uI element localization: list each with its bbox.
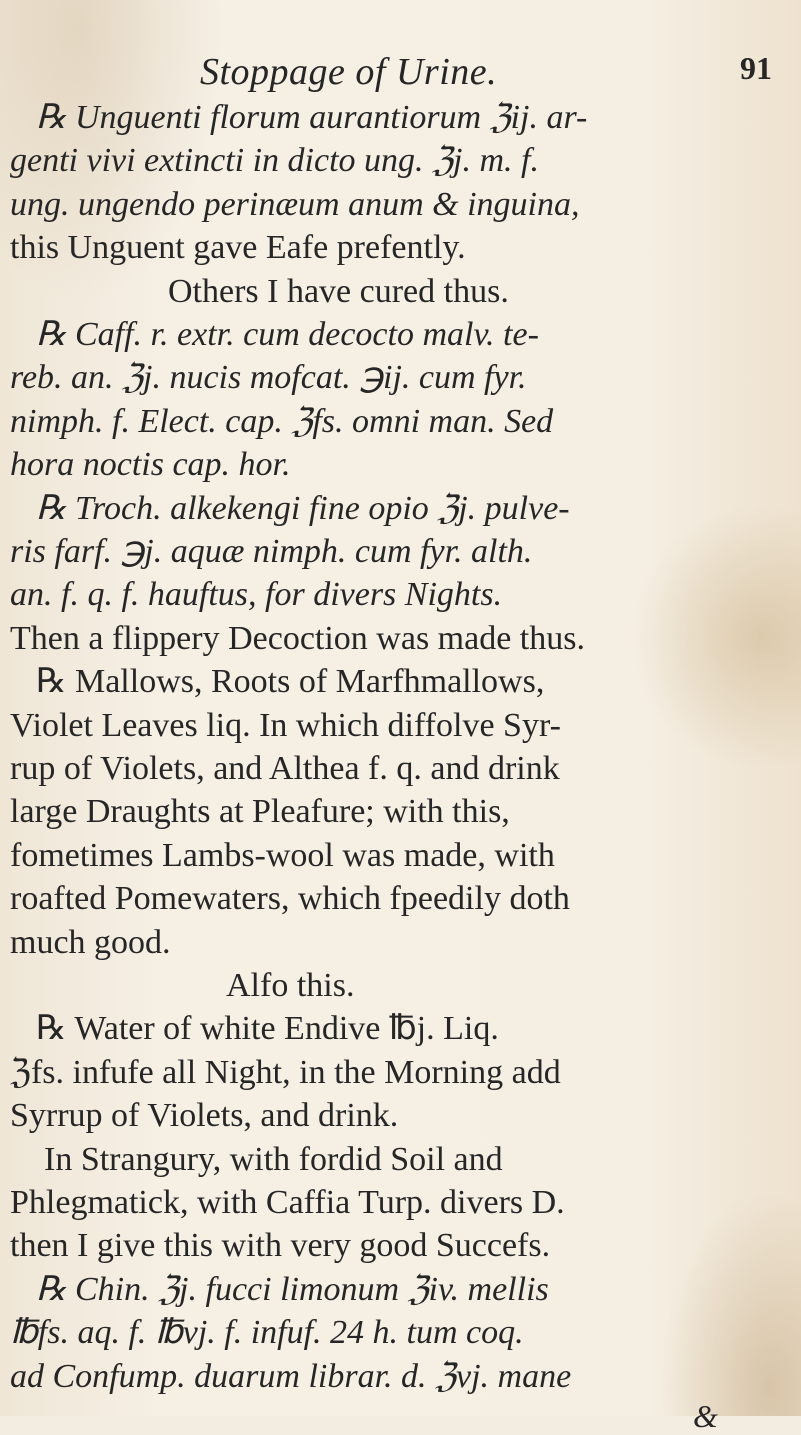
text-line: ℞ Water of white Endive ℔j. Liq.	[36, 1010, 499, 1048]
text-line: genti vivi extincti in dicto ung. ℨj. m. f.	[10, 142, 539, 180]
page-number: 91	[740, 50, 772, 86]
text-line: ung. ungendo perinæum anum & inguina,	[10, 185, 580, 223]
text-line: ℨfs. infufe all Night, in the Morning add	[10, 1053, 561, 1091]
text-line: then I give this with very good Succefs.	[10, 1227, 551, 1265]
text-line: Syrrup of Violets, and drink.	[10, 1097, 399, 1135]
text-line: ℔fs. aq. f. ℔vj. f. infuf. 24 h. tum coq.	[10, 1314, 524, 1352]
text-line: Violet Leaves liq. In which diffolve Syr-	[10, 706, 561, 744]
text-line: Then a flippery Decoction was made thus.	[10, 619, 585, 657]
text-line: ad Confump. duarum librar. d. ℨvj. mane	[10, 1357, 572, 1395]
text-line: ℞ Unguenti florum aurantiorum ℨij. ar-	[36, 99, 588, 136]
running-head: Stoppage of Urine.	[200, 51, 498, 93]
text-line: In Strangury, with fordid Soil and	[44, 1140, 503, 1178]
text-line: ℞ Mallows, Roots of Marfhmallows,	[36, 663, 545, 701]
text-line: reb. an. ℨj. nucis mofcat. ℈ij. cum fyr.	[10, 359, 527, 397]
text-line: ℞ Troch. alkekengi fine opio ℨj. pulve-	[36, 489, 570, 527]
text-line: this Unguent gave Eafe prefently.	[10, 229, 466, 267]
text-line: ris farf. ℈j. aquæ nimph. cum fyr. alth.	[10, 533, 533, 570]
section-heading: Alfo this.	[226, 967, 355, 1004]
text-line: ℞ Caff. r. extr. cum decocto malv. te-	[36, 316, 539, 353]
text-line: large Draughts at Pleafure; with this,	[10, 793, 510, 831]
text-line: Phlegmatick, with Caffia Turp. divers D.	[10, 1184, 565, 1221]
text-line: fometimes Lambs-wool was made, with	[10, 836, 555, 874]
text-line: Others I have cured thus.	[168, 272, 509, 310]
text-line: an. f. q. f. hauftus, for divers Nights.	[10, 576, 503, 614]
text-line: roafted Pomewaters, which fpeedily doth	[10, 880, 570, 918]
text-line: rup of Violets, and Althea f. q. and drink	[10, 750, 560, 787]
catchword: &	[693, 1398, 718, 1434]
text-line: much good.	[10, 923, 171, 961]
text-line: ℞ Chin. ℨj. fucci limonum ℨiv. mellis	[36, 1270, 549, 1308]
text-line: hora noctis cap. hor.	[10, 446, 291, 484]
text-line: nimph. f. Elect. cap. ℨfs. omni man. Sed	[10, 402, 554, 440]
